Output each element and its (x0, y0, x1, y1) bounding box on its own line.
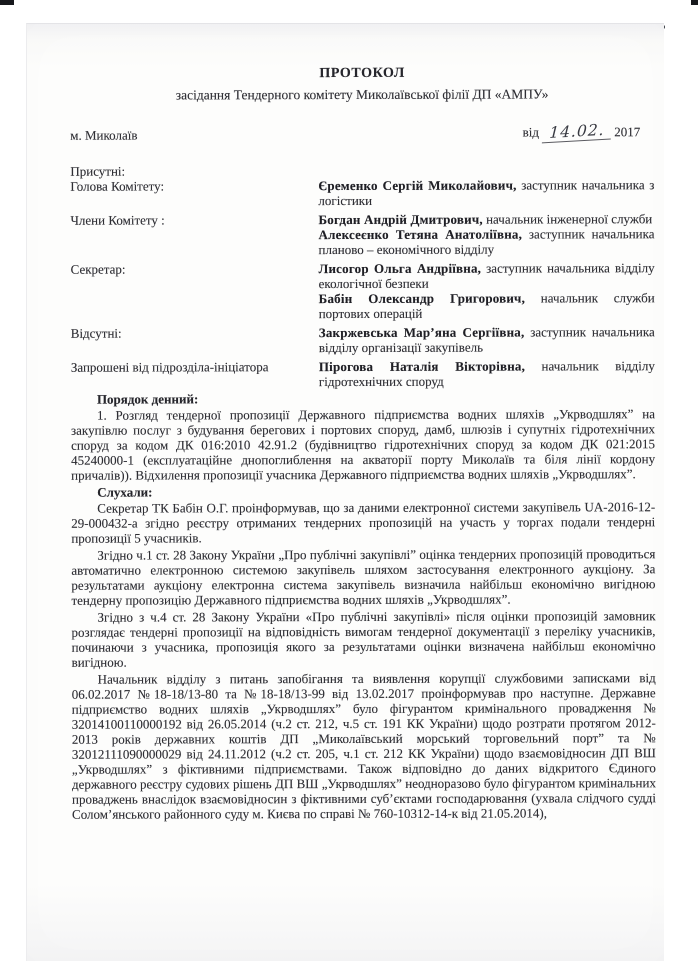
document-title: ПРОТОКОЛ (319, 65, 405, 82)
attendee-row-secretary (71, 260, 655, 322)
document-subtitle: засідання Тендерного комітету Миколаївської філії ДП «АМПУ» (175, 86, 549, 103)
scan-corner-mark-top-right (691, 0, 698, 5)
attendee-row-absent (71, 324, 655, 356)
attendee-role: начальник служби портових операцій (318, 290, 655, 322)
attendee-entry (319, 358, 655, 389)
agenda-heading: Порядок денний: (96, 391, 199, 407)
document-date (522, 120, 641, 142)
attendee-name: Бабін Олександр Григорович, (318, 290, 526, 307)
heard-paragraph-2: Згідно ч.1 ст. 28 Закону України „Про публічні закупівлі” оцінка тендерних пропозицій проводиться автоматично електронною системою закупівель шляхом застосування електронного аукціону. За результатами аукціону електронна система закупівель визначила найбільш економічно вигідною тендерну пропозицію Державного підприємства водних шляхів „Укрводшлях”. (71, 546, 656, 608)
attendee-entry (319, 324, 655, 355)
attendee-role: заступник начальника з логістики (318, 177, 655, 209)
attendee-label: Відсутні: (70, 325, 122, 341)
attendee-row-chairman (70, 177, 654, 209)
date-year: 2017 (614, 124, 641, 140)
attendee-name: Лисогор Ольга Андріївна, (318, 260, 482, 277)
date-handwritten-value: 14.02. (542, 122, 612, 143)
attendee-role: начальник відділу гідротехнічних споруд (318, 358, 655, 390)
attendee-entry (318, 177, 654, 208)
attendee-label: Голова Комітету: (70, 178, 165, 194)
attendee-role: начальник інженерної служби (482, 211, 653, 227)
attendee-name: Закржевська Мар’яна Сергіївна, (318, 324, 525, 341)
attendee-row-members (70, 211, 654, 258)
scan-corner-mark-top-left (0, 0, 14, 5)
attendee-entry (319, 260, 655, 291)
agenda-item-1: 1. Розгляд тендерної пропозиції Державного підприємства водних шляхів „Укрводшлях” на закупівлю послуг з будування берегових і портових споруд, дамб, шлюзів і супутніх гідротехнічних споруд за кодом ДК 016:2010 42.91.2 (будівництво гідротехнічних споруд за кодом ДК 021:2015 45240000-1 (експлуатаційне днопоглиблення на акваторії порту Миколаїв та біля лінії кордону причалів)). Відхилення пропозиції учасника Державного підприємства водних шляхів „Укрводшлях”. (70, 406, 656, 483)
attendee-entry (318, 226, 654, 257)
attendee-entry (318, 211, 654, 227)
attendee-name: Богдан Андрій Дмитрович, (318, 211, 483, 228)
document-content (26, 23, 665, 822)
attendee-name: Єременко Сергій Миколайович, (318, 177, 517, 194)
heard-heading: Слухали: (97, 484, 153, 500)
attendee-role: заступник начальника відділу екологічної безпеки (318, 260, 655, 292)
attendee-row-invited (71, 358, 655, 390)
attendee-label: Члени Комітету : (70, 212, 165, 228)
date-prefix: від (522, 124, 539, 140)
heard-paragraph-1: Секретар ТК Бабін О.Г. проінформував, що за даними електронної системи закупівель UA-2016-12-29-000432-а згідно реєстру отриманих тендерних пропозицій на участь у торгах подали тендерні пропозиції 5 учасників. (71, 499, 656, 546)
present-label: Присутні: (70, 163, 126, 179)
heard-paragraph-3: Згідно з ч.4 ст. 28 Закону України «Про публічні закупівлі» після оцінки пропозицій замовник розглядає тендерні пропозиції на відповідність вимогам тендерної документації з переліку учасників, починаючи з учасника, пропозиція якого за результатами оцінки визначена найбільш економічно вигідною. (71, 608, 656, 670)
heard-paragraph-4: Начальник відділу з питань запобігання та виявлення корупції службовими записками від 06.02.2017 №18-18/13-80 та №18-18/13-99 від 13.02.2017 проінформував про наступне. Державне підприємство водних шляхів „Укрводшлях” було фігурантом кримінального провадження № 32014100110000192 від 26.05.2014 (ч.2 ст. 212, ч.5 ст. 191 КК України) щодо розтрати протягом 2012-2013 років державних коштів ДП „Миколаївський морський торговельний порт” та № 32012111090000029 від 24.11.2012 (ч.2 ст. 205, ч.1 ст. 212 КК України) щодо взаємовідносин ДП ВШ „Укрводшлях” з фіктивними підприємствами. Також відповідно до даних відкритого Єдиного державного реєстру судових рішень ДП ВШ „Укрводшлях” неодноразово було фігурантом кримінальних проваджень внаслідок взаємовідносин з фіктивними суб’єктами господарювання (ухвала слідчого судді Солом’янського районного суду м. Києва по справі № 760-10312-14-к від 21.05.2014), (71, 670, 657, 822)
place-date-row (70, 120, 654, 143)
document-place: м. Миколаїв (70, 127, 138, 143)
attendee-name: Алексеєнко Тетяна Анатоліївна, (318, 226, 523, 243)
attendee-entry (319, 290, 655, 321)
attendee-label: Запрошені від підрозділа-ініціатора (70, 359, 269, 375)
attendee-role: заступник начальника відділу організації закупівель (318, 324, 655, 356)
scanned-protocol-page (26, 23, 664, 961)
attendee-role: заступник начальника планово – економічного відділу (318, 226, 655, 258)
attendee-label: Секретар: (70, 261, 126, 277)
attendee-name: Пірогова Наталія Вікторівна, (318, 358, 526, 375)
